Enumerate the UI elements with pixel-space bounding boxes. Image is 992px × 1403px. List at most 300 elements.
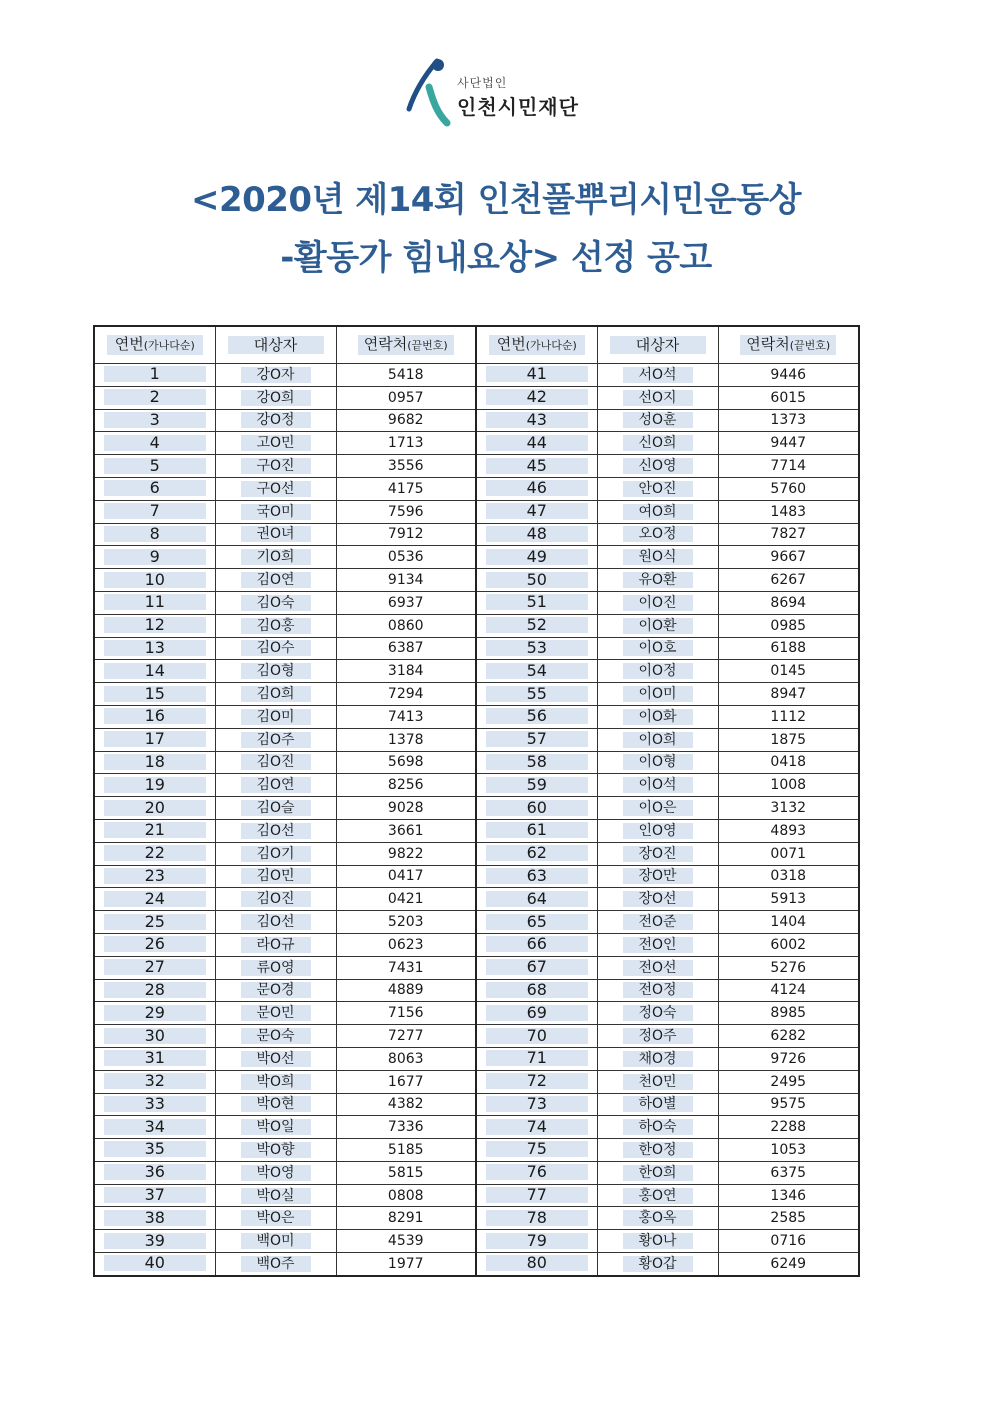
- serial-number: 71: [486, 1050, 588, 1066]
- awardee-name-cell: [215, 1230, 336, 1253]
- serial-number-cell: [94, 956, 215, 979]
- contact-last-digits: 1677: [387, 1073, 424, 1090]
- awardee-name: 김O진: [241, 754, 311, 770]
- contact-last-digits: 4539: [387, 1233, 424, 1250]
- serial-number-cell: [476, 979, 597, 1002]
- serial-number-cell: [94, 455, 215, 478]
- contact-last-digits: 0808: [387, 1187, 424, 1204]
- serial-number: 53: [486, 640, 588, 656]
- awardee-name-cell: [597, 1253, 718, 1276]
- contact-last-digits-cell: [336, 660, 476, 683]
- contact-last-digits: 2495: [770, 1073, 807, 1090]
- awardee-name: 김O선: [241, 914, 311, 930]
- awardee-name: 이O진: [623, 595, 693, 611]
- contact-last-digits-cell: [336, 1230, 476, 1253]
- contact-last-digits-cell: [336, 956, 476, 979]
- serial-number: 39: [104, 1233, 206, 1249]
- contact-last-digits-cell: [718, 1184, 859, 1207]
- column-header-label: 연락처(끝번호): [740, 335, 836, 355]
- contact-last-digits-cell: [718, 819, 859, 842]
- serial-number-cell: [476, 797, 597, 820]
- contact-last-digits-cell: [718, 546, 859, 569]
- contact-last-digits-cell: [336, 865, 476, 888]
- table-row: [94, 774, 859, 797]
- awardee-name-cell: [597, 1184, 718, 1207]
- serial-number: 33: [104, 1096, 206, 1112]
- serial-number-cell: [94, 409, 215, 432]
- table-row: [94, 1230, 859, 1253]
- serial-number: 34: [104, 1119, 206, 1135]
- awardee-name-cell: [597, 591, 718, 614]
- contact-last-digits-cell: [336, 591, 476, 614]
- serial-number-cell: [476, 1161, 597, 1184]
- serial-number: 42: [486, 389, 588, 405]
- contact-last-digits-cell: [336, 842, 476, 865]
- serial-number: 29: [104, 1005, 206, 1021]
- contact-last-digits-cell: [718, 1230, 859, 1253]
- serial-number-cell: [94, 1093, 215, 1116]
- serial-number-cell: [476, 477, 597, 500]
- contact-last-digits-cell: [336, 1002, 476, 1025]
- contact-last-digits: 6188: [770, 640, 807, 657]
- contact-last-digits: 3556: [387, 458, 424, 475]
- contact-last-digits-cell: [718, 751, 859, 774]
- contact-last-digits: 1053: [770, 1141, 807, 1158]
- contact-last-digits: 5913: [770, 891, 807, 908]
- serial-number-cell: [94, 477, 215, 500]
- contact-last-digits: 0145: [770, 663, 807, 680]
- awardee-name: 백O주: [241, 1256, 311, 1272]
- awardee-name: 박O선: [241, 1051, 311, 1067]
- awardee-name-cell: [215, 1093, 336, 1116]
- awardee-name: 김O진: [241, 891, 311, 907]
- awardee-name-cell: [597, 409, 718, 432]
- awardee-name: 신O희: [623, 435, 693, 451]
- serial-number: 59: [486, 777, 588, 793]
- serial-number-cell: [476, 1025, 597, 1048]
- serial-number: 55: [486, 686, 588, 702]
- table-row: [94, 1070, 859, 1093]
- awardee-name-cell: [597, 842, 718, 865]
- serial-number-cell: [94, 842, 215, 865]
- serial-number: 63: [486, 868, 588, 884]
- awardee-name: 문O숙: [241, 1028, 311, 1044]
- awardee-name-cell: [215, 546, 336, 569]
- serial-number: 62: [486, 845, 588, 861]
- serial-number-cell: [476, 956, 597, 979]
- contact-last-digits-cell: [718, 865, 859, 888]
- awardee-name: 서O석: [623, 367, 693, 383]
- serial-number: 74: [486, 1119, 588, 1135]
- serial-number-cell: [94, 386, 215, 409]
- contact-last-digits: 1373: [770, 412, 807, 429]
- contact-last-digits-cell: [718, 911, 859, 934]
- serial-number-cell: [94, 1161, 215, 1184]
- serial-number-cell: [94, 797, 215, 820]
- contact-last-digits: 3184: [387, 663, 424, 680]
- serial-number-cell: [94, 888, 215, 911]
- awardee-name: 전O선: [623, 960, 693, 976]
- serial-number-cell: [94, 933, 215, 956]
- awardee-name: 박O실: [241, 1188, 311, 1204]
- serial-number: 3: [104, 412, 206, 428]
- serial-number: 32: [104, 1073, 206, 1089]
- awardee-name-cell: [597, 569, 718, 592]
- awardee-name: 여O희: [623, 504, 693, 520]
- awardee-name-cell: [597, 637, 718, 660]
- awardee-name-cell: [215, 865, 336, 888]
- contact-last-digits-cell: [336, 797, 476, 820]
- serial-number: 50: [486, 572, 588, 588]
- awardee-name: 기O희: [241, 549, 311, 565]
- awardee-name: 이O환: [623, 618, 693, 634]
- contact-last-digits-cell: [718, 956, 859, 979]
- awardee-name-cell: [215, 386, 336, 409]
- contact-last-digits-cell: [336, 1093, 476, 1116]
- awardee-name-cell: [215, 477, 336, 500]
- awardee-name: 고O민: [241, 435, 311, 451]
- serial-number: 80: [486, 1255, 588, 1271]
- serial-number: 35: [104, 1141, 206, 1157]
- contact-last-digits-cell: [718, 774, 859, 797]
- awardee-name-cell: [597, 1230, 718, 1253]
- serial-number-cell: [94, 979, 215, 1002]
- awardee-name-cell: [215, 683, 336, 706]
- awardee-name-cell: [215, 819, 336, 842]
- awardee-name-cell: [597, 1093, 718, 1116]
- serial-number: 68: [486, 982, 588, 998]
- serial-number: 57: [486, 731, 588, 747]
- serial-number: 54: [486, 663, 588, 679]
- awardee-name: 이O희: [623, 732, 693, 748]
- contact-last-digits: 4893: [770, 822, 807, 839]
- table-row: [94, 386, 859, 409]
- awardee-name-cell: [215, 614, 336, 637]
- serial-number-cell: [476, 819, 597, 842]
- awardee-name: 김O연: [241, 777, 311, 793]
- table-row: [94, 523, 859, 546]
- awardee-name-cell: [597, 1070, 718, 1093]
- contact-last-digits-cell: [718, 432, 859, 455]
- column-header-label: 연락처(끝번호): [358, 335, 454, 355]
- contact-last-digits: 9028: [387, 800, 424, 817]
- contact-last-digits-cell: [336, 1139, 476, 1162]
- awardee-name: 김O슬: [241, 800, 311, 816]
- serial-number: 64: [486, 891, 588, 907]
- awardee-name: 박O향: [241, 1142, 311, 1158]
- serial-number-cell: [476, 865, 597, 888]
- contact-last-digits: 7596: [387, 503, 424, 520]
- table-row: [94, 614, 859, 637]
- contact-last-digits-cell: [718, 569, 859, 592]
- awardee-name: 하O숙: [623, 1119, 693, 1135]
- serial-number: 51: [486, 594, 588, 610]
- serial-number-cell: [476, 500, 597, 523]
- awardee-name-cell: [215, 1184, 336, 1207]
- table-row: [94, 1116, 859, 1139]
- contact-last-digits: 0536: [387, 549, 424, 566]
- awardee-name: 한O희: [623, 1165, 693, 1181]
- awardee-name-cell: [215, 774, 336, 797]
- serial-number-cell: [94, 591, 215, 614]
- awardee-name: 전O준: [623, 914, 693, 930]
- serial-number: 67: [486, 959, 588, 975]
- column-header: [597, 326, 718, 364]
- awardee-name-cell: [215, 1161, 336, 1184]
- serial-number: 72: [486, 1073, 588, 1089]
- table-row: [94, 364, 859, 387]
- contact-last-digits-cell: [336, 705, 476, 728]
- contact-last-digits: 1483: [770, 503, 807, 520]
- table-row: [94, 933, 859, 956]
- contact-last-digits: 1977: [387, 1255, 424, 1272]
- serial-number-cell: [476, 728, 597, 751]
- table-row: [94, 1047, 859, 1070]
- awardee-name: 황O나: [623, 1233, 693, 1249]
- serial-number-cell: [476, 1047, 597, 1070]
- contact-last-digits: 0716: [770, 1233, 807, 1250]
- serial-number: 43: [486, 412, 588, 428]
- serial-number: 26: [104, 936, 206, 952]
- contact-last-digits: 5760: [770, 480, 807, 497]
- awardee-name: 구O진: [241, 458, 311, 474]
- awardee-name: 홍O연: [623, 1188, 693, 1204]
- serial-number-cell: [476, 546, 597, 569]
- awardee-name-cell: [215, 660, 336, 683]
- serial-number-cell: [476, 1139, 597, 1162]
- contact-last-digits: 8985: [770, 1005, 807, 1022]
- awardee-name-cell: [215, 956, 336, 979]
- contact-last-digits-cell: [336, 774, 476, 797]
- awardee-table: [93, 325, 860, 1277]
- serial-number-cell: [94, 751, 215, 774]
- contact-last-digits-cell: [718, 1253, 859, 1276]
- logo-subtitle: 사단법인: [457, 76, 508, 90]
- serial-number-cell: [476, 1230, 597, 1253]
- serial-number: 52: [486, 617, 588, 633]
- serial-number-cell: [476, 1207, 597, 1230]
- serial-number-cell: [476, 523, 597, 546]
- serial-number-cell: [94, 1116, 215, 1139]
- awardee-name-cell: [597, 1116, 718, 1139]
- contact-last-digits: 9822: [387, 845, 424, 862]
- table-row: [94, 432, 859, 455]
- column-header-label: 대상자: [228, 336, 324, 354]
- table-row: [94, 1139, 859, 1162]
- serial-number: 6: [104, 480, 206, 496]
- contact-last-digits: 2585: [770, 1210, 807, 1227]
- contact-last-digits: 0417: [387, 868, 424, 885]
- serial-number: 66: [486, 936, 588, 952]
- contact-last-digits: 8063: [387, 1050, 424, 1067]
- awardee-name: 김O민: [241, 868, 311, 884]
- contact-last-digits: 6937: [387, 594, 424, 611]
- awardee-name: 김O연: [241, 572, 311, 588]
- serial-number: 78: [486, 1210, 588, 1226]
- awardee-name: 이O석: [623, 777, 693, 793]
- column-header: [476, 326, 597, 364]
- serial-number: 5: [104, 458, 206, 474]
- contact-last-digits-cell: [336, 888, 476, 911]
- serial-number: 13: [104, 640, 206, 656]
- contact-last-digits: 9726: [770, 1050, 807, 1067]
- awardee-name-cell: [215, 455, 336, 478]
- contact-last-digits-cell: [336, 1253, 476, 1276]
- contact-last-digits: 4382: [387, 1096, 424, 1113]
- table-row: [94, 797, 859, 820]
- serial-number-cell: [476, 705, 597, 728]
- contact-last-digits: 9446: [770, 366, 807, 383]
- serial-number-cell: [476, 1093, 597, 1116]
- awardee-name: 김O주: [241, 732, 311, 748]
- serial-number-cell: [476, 888, 597, 911]
- serial-number-cell: [476, 1253, 597, 1276]
- awardee-name-cell: [215, 1070, 336, 1093]
- serial-number: 37: [104, 1187, 206, 1203]
- contact-last-digits-cell: [336, 819, 476, 842]
- contact-last-digits: 8694: [770, 594, 807, 611]
- serial-number: 73: [486, 1096, 588, 1112]
- awardee-name: 이O형: [623, 754, 693, 770]
- serial-number-cell: [94, 1184, 215, 1207]
- awardee-name-cell: [597, 432, 718, 455]
- contact-last-digits: 7912: [387, 526, 424, 543]
- awardee-name-cell: [215, 1025, 336, 1048]
- contact-last-digits: 5418: [387, 366, 424, 383]
- table-row: [94, 1253, 859, 1276]
- contact-last-digits: 4889: [387, 982, 424, 999]
- contact-last-digits: 5815: [387, 1164, 424, 1181]
- table-body: [94, 364, 859, 1276]
- table-row: [94, 409, 859, 432]
- contact-last-digits-cell: [718, 660, 859, 683]
- serial-number: 10: [104, 572, 206, 588]
- contact-last-digits-cell: [336, 911, 476, 934]
- awardee-name-cell: [215, 1116, 336, 1139]
- contact-last-digits-cell: [336, 409, 476, 432]
- awardee-name-cell: [597, 956, 718, 979]
- contact-last-digits-cell: [336, 1116, 476, 1139]
- contact-last-digits: 1875: [770, 731, 807, 748]
- awardee-name-cell: [597, 911, 718, 934]
- serial-number-cell: [476, 683, 597, 706]
- page-title-line1: <2020년 제14회 인천풀뿌리시민운동상: [190, 180, 802, 220]
- serial-number-cell: [94, 660, 215, 683]
- contact-last-digits-cell: [336, 614, 476, 637]
- contact-last-digits: 1378: [387, 731, 424, 748]
- serial-number-cell: [476, 637, 597, 660]
- awardee-name: 안O진: [623, 481, 693, 497]
- serial-number-cell: [476, 409, 597, 432]
- serial-number: 75: [486, 1141, 588, 1157]
- contact-last-digits-cell: [718, 842, 859, 865]
- serial-number-cell: [476, 591, 597, 614]
- contact-last-digits: 0071: [770, 845, 807, 862]
- table-row: [94, 1025, 859, 1048]
- serial-number-cell: [476, 1184, 597, 1207]
- awardee-name-cell: [597, 364, 718, 387]
- awardee-name: 전O인: [623, 937, 693, 953]
- contact-last-digits: 6249: [770, 1255, 807, 1272]
- serial-number: 2: [104, 389, 206, 405]
- contact-last-digits-cell: [718, 523, 859, 546]
- serial-number-cell: [94, 683, 215, 706]
- contact-last-digits-cell: [336, 477, 476, 500]
- serial-number: 17: [104, 731, 206, 747]
- contact-last-digits-cell: [336, 1161, 476, 1184]
- table-row: [94, 979, 859, 1002]
- awardee-name-cell: [597, 546, 718, 569]
- serial-number: 30: [104, 1028, 206, 1044]
- awardee-name: 국O미: [241, 504, 311, 520]
- serial-number-cell: [94, 1139, 215, 1162]
- table-header-row: [94, 326, 859, 364]
- contact-last-digits: 8947: [770, 686, 807, 703]
- contact-last-digits: 0318: [770, 868, 807, 885]
- serial-number: 22: [104, 845, 206, 861]
- awardee-name-cell: [597, 751, 718, 774]
- awardee-name: 원O식: [623, 549, 693, 565]
- awardee-name: 이O은: [623, 800, 693, 816]
- contact-last-digits: 8291: [387, 1210, 424, 1227]
- contact-last-digits-cell: [718, 979, 859, 1002]
- serial-number: 77: [486, 1187, 588, 1203]
- serial-number-cell: [476, 842, 597, 865]
- contact-last-digits: 3661: [387, 822, 424, 839]
- contact-last-digits: 7277: [387, 1028, 424, 1044]
- contact-last-digits: 7431: [387, 959, 424, 976]
- serial-number: 12: [104, 617, 206, 633]
- contact-last-digits-cell: [718, 500, 859, 523]
- awardee-name: 이O정: [623, 663, 693, 679]
- contact-last-digits-cell: [718, 1070, 859, 1093]
- awardee-name-cell: [215, 1253, 336, 1276]
- contact-last-digits-cell: [718, 888, 859, 911]
- table-row: [94, 728, 859, 751]
- serial-number-cell: [476, 1002, 597, 1025]
- contact-last-digits: 0623: [387, 936, 424, 953]
- contact-last-digits: 5276: [770, 959, 807, 976]
- serial-number-cell: [476, 1070, 597, 1093]
- contact-last-digits: 0418: [770, 754, 807, 771]
- serial-number: 40: [104, 1255, 206, 1271]
- awardee-name-cell: [215, 364, 336, 387]
- awardee-name-cell: [597, 614, 718, 637]
- table-row: [94, 751, 859, 774]
- serial-number-cell: [476, 933, 597, 956]
- contact-last-digits-cell: [718, 477, 859, 500]
- contact-last-digits-cell: [718, 728, 859, 751]
- contact-last-digits-cell: [336, 979, 476, 1002]
- serial-number-cell: [476, 911, 597, 934]
- serial-number-cell: [94, 819, 215, 842]
- serial-number-cell: [94, 637, 215, 660]
- awardee-name-cell: [597, 888, 718, 911]
- serial-number: 58: [486, 754, 588, 770]
- serial-number: 15: [104, 686, 206, 702]
- column-header-label: 연번(가나다순): [107, 335, 203, 355]
- awardee-name-cell: [597, 1161, 718, 1184]
- contact-last-digits: 1112: [770, 708, 807, 725]
- contact-last-digits-cell: [336, 1070, 476, 1093]
- contact-last-digits-cell: [718, 1116, 859, 1139]
- serial-number: 44: [486, 435, 588, 451]
- table-row: [94, 1002, 859, 1025]
- serial-number: 61: [486, 822, 588, 838]
- contact-last-digits-cell: [718, 409, 859, 432]
- serial-number-cell: [476, 660, 597, 683]
- serial-number: 11: [104, 594, 206, 610]
